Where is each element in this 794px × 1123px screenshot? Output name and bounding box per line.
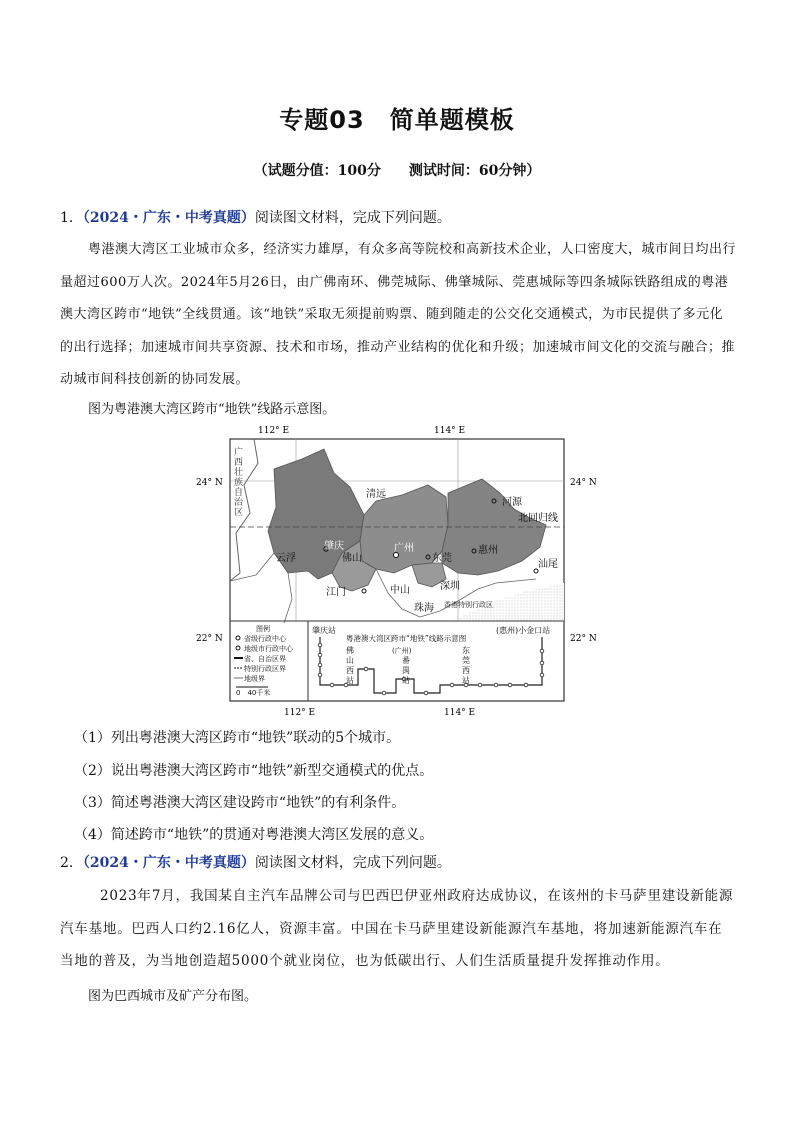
- city-foshan: 佛山: [342, 553, 362, 564]
- q1-header: [60, 201, 740, 235]
- lon-label-114-top: 114° E: [434, 426, 466, 436]
- city-jiangmen: 江门: [326, 587, 346, 598]
- legend-item-3: 特别行政区界: [244, 665, 286, 673]
- guangxi-label: 广西壮族自治区: [234, 448, 244, 518]
- q2-prompt: 阅读图文材料，完成下列问题。: [254, 855, 451, 871]
- lat-label-22-left: 22° N: [196, 634, 223, 644]
- lon-label-112-bottom: 112° E: [284, 708, 316, 718]
- inset-guangzhou-tag: (广州): [392, 647, 412, 655]
- inset-panyu: 番禺站: [402, 656, 410, 685]
- page-subtitle: （试题分值：100分 测试时间：60分钟）: [253, 163, 541, 179]
- legend-item-2: 省、自治区界: [244, 655, 286, 663]
- city-huizhou: 惠州: [478, 545, 498, 556]
- q1-sub-4: （4）简述跨市“地铁”的贯通对粤港澳大湾区发展的意义。: [74, 827, 434, 843]
- inset-dongguan-xi: 东莞西站: [462, 646, 470, 685]
- page-title: 专题03 简单题模板: [279, 106, 515, 134]
- lat-label-22-right: 22° N: [570, 634, 597, 644]
- gba-metro-map: [196, 423, 600, 719]
- legend-item-4: 地级界: [244, 675, 265, 683]
- inset-start: 肇庆站: [312, 626, 336, 635]
- lon-label-114-bottom: 114° E: [444, 708, 476, 718]
- city-shenzhen: 深圳: [440, 581, 460, 592]
- legend-scale: 0 40千米: [236, 689, 271, 697]
- q1-sub-2: （2）说出粤港澳大湾区跨市“地铁”新型交通模式的优点。: [74, 763, 434, 779]
- city-shanwei: 汕尾: [538, 559, 558, 570]
- q1-sub-1: （1）列出粤港澳大湾区跨市“地铁”联动的5个城市。: [74, 730, 401, 746]
- q1-prompt: 阅读图文材料，完成下列问题。: [254, 210, 451, 226]
- legend-item-0: 省级行政中心: [244, 635, 286, 643]
- q2-figure-caption: 图为巴西城市及矿产分布图。: [88, 989, 258, 1004]
- q1-source: （2024・广东・中考真题）: [82, 210, 255, 226]
- q1-paragraph: 粤港澳大湾区工业城市众多，经济实力雄厚，有众多高等院校和高新技术企业，人口密度大，城市间日均出行量超过600万人次。2024年5月26日，由广佛南环、佛莞城际、佛肇城际、莞惠城际等四条城际铁路组成的粤港澳大湾区跨市“地铁”全线贯通。该“地铁”采取无须提前购票、随到随走的公交化交通模式，为市民提供了多元化的出行选择；加速城市间共享资源、技术和市场，推动产业结构的优化和升级；加速城市间文化的交流与融合；推动城市间科技创新的协同发展。: [60, 242, 737, 387]
- inset-end: (惠州)小金口站: [496, 626, 551, 635]
- lat-label-24-right: 24° N: [570, 478, 597, 488]
- city-heyuan: 河源: [502, 497, 522, 508]
- q1-sub-3: （3）简述粤港澳大湾区建设跨市“地铁”的有利条件。: [74, 795, 406, 811]
- inset-title: 粤港澳大湾区跨市“地铁”线路示意图: [346, 634, 467, 643]
- lat-label-24-left: 24° N: [196, 478, 223, 488]
- q2-number: 2．: [60, 855, 83, 871]
- city-dongguan: 东莞: [432, 553, 452, 564]
- city-zhongshan: 中山: [390, 585, 410, 596]
- city-guangzhou: 广州: [394, 543, 414, 554]
- q2-paragraph: 2023年7月，我国某自主汽车品牌公司与巴西巴伊亚州政府达成协议，在该州的卡马萨里建设新能源汽车基地。巴西人口约2.16亿人，资源丰富。中国在卡马萨里建设新能源汽车基地，将加速新能源汽车在当地的普及，为当地创造超5000个就业岗位，也为低碳出行、人们生活质量提升发挥推动作用。: [60, 888, 734, 969]
- city-qingyuan: 清远: [366, 489, 386, 500]
- city-yunfu: 云浮: [276, 553, 296, 564]
- legend-item-1: 地级市行政中心: [244, 645, 293, 653]
- legend-title: 图例: [256, 625, 270, 633]
- city-zhaoqing: 肇庆: [324, 541, 344, 552]
- q2-source: （2024・广东・中考真题）: [82, 855, 255, 871]
- q2-header: [60, 846, 740, 880]
- city-hk: 香港特别行政区: [444, 601, 493, 609]
- q1-number: 1．: [60, 210, 83, 226]
- city-zhuhai: 珠海: [414, 603, 434, 614]
- inset-foshan-xi: 佛山西站: [346, 646, 354, 685]
- tropic-label: 北回归线: [518, 513, 558, 524]
- q1-figure-caption: 图为粤港澳大湾区跨市“地铁”线路示意图。: [88, 402, 336, 417]
- lon-label-112-top: 112° E: [258, 426, 290, 436]
